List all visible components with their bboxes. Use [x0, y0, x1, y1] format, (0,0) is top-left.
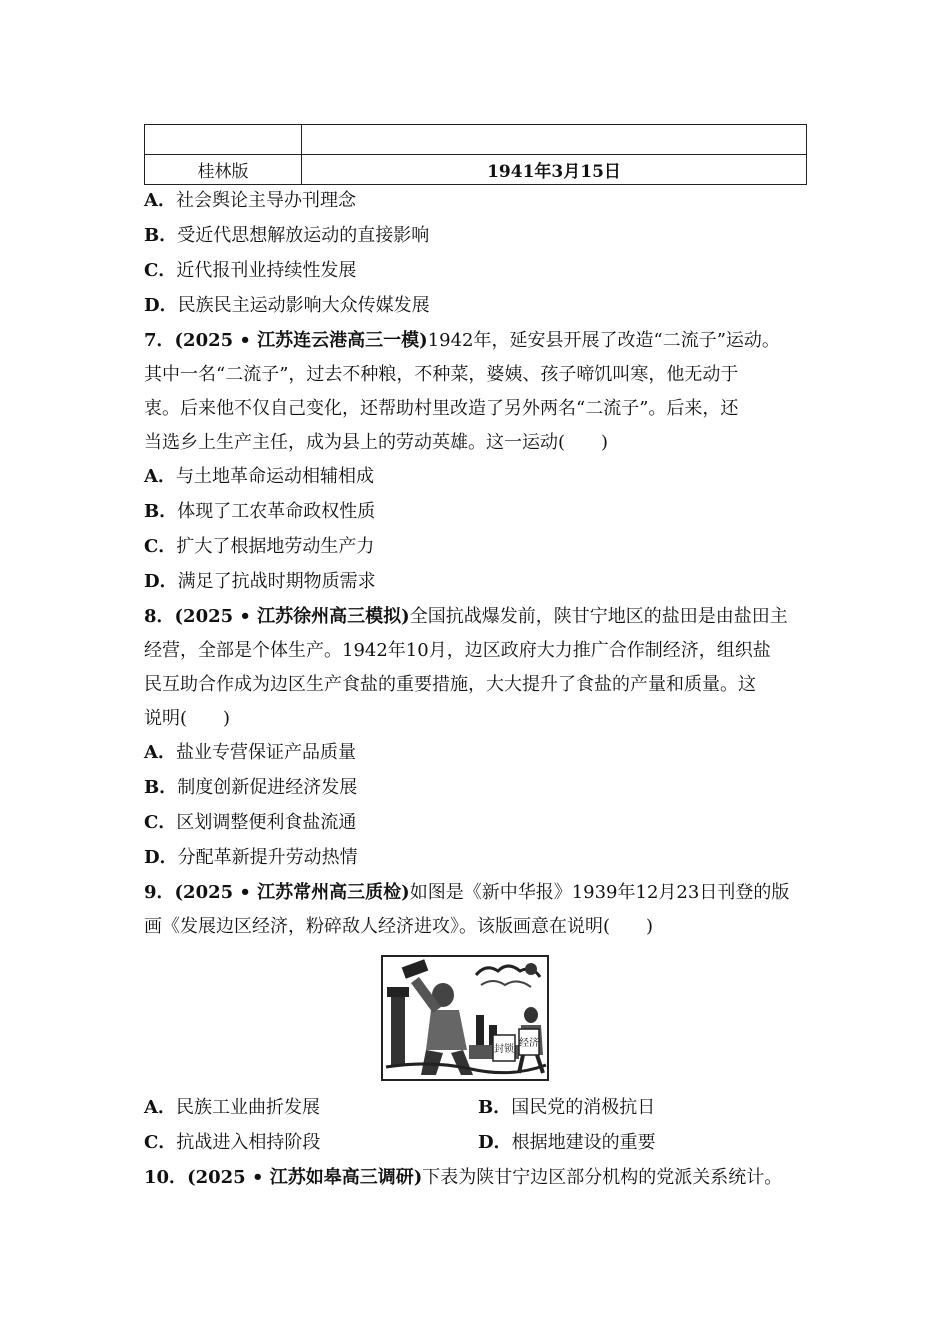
option-text: 满足了抗战时期物质需求 — [177, 571, 376, 592]
option-text: 民族民主运动影响大众传媒发展 — [177, 295, 430, 316]
question-number: 10． — [144, 1167, 188, 1188]
option-letter: C． — [144, 536, 177, 557]
question-number: 9． — [144, 882, 175, 903]
q9-stem-line — [144, 882, 789, 904]
option-text: 盐业专营保证产品质量 — [175, 742, 356, 763]
option-text: 根据地建设的重要 — [511, 1132, 656, 1153]
option-text: 抗战进入相持阶段 — [176, 1132, 321, 1153]
option-letter: B． — [478, 1097, 512, 1118]
option-text: 民族工业曲折发展 — [175, 1097, 320, 1118]
stem-text: 如图是《新中华报》1939年12月23日刊登的版 — [409, 882, 790, 903]
q9-option-d — [478, 1132, 656, 1154]
stem-text: 全国抗战爆发前，陕甘宁地区的盐田是由盐田主 — [409, 606, 788, 627]
q8-option-d — [144, 847, 358, 869]
option-letter: C． — [144, 1132, 177, 1153]
q8-option-a — [144, 742, 356, 764]
question-number: 7． — [144, 330, 175, 351]
date-table — [144, 124, 807, 185]
option-letter: A． — [144, 190, 176, 211]
question-source: (2025 • 江苏常州高三质检) — [174, 882, 410, 903]
q8-option-c — [144, 812, 356, 834]
q8-stem-line — [144, 606, 788, 628]
option-letter: D． — [144, 571, 178, 592]
table-row — [145, 125, 807, 155]
q9-stem-line: 画《发展边区经济，粉碎敌人经济进攻》。该版画意在说明( ) — [144, 916, 654, 937]
option-text: 社会舆论主导办刊理念 — [175, 190, 356, 211]
option-letter: C． — [144, 260, 177, 281]
option-letter: D． — [478, 1132, 512, 1153]
q7-stem-line: 衷。后来他不仅自己变化，还帮助村里改造了另外两名“二流子”。后来，还 — [144, 398, 739, 419]
q7-option-d — [144, 571, 376, 593]
q6-option-a — [144, 190, 356, 212]
table-cell: 桂林版 — [145, 155, 302, 185]
question-number: 8． — [144, 606, 175, 627]
option-letter: B． — [144, 777, 178, 798]
option-letter: A． — [144, 742, 176, 763]
q9-option-c — [144, 1132, 320, 1154]
option-text: 与土地革命运动相辅相成 — [175, 466, 374, 487]
question-source: (2025 • 江苏连云港高三一模) — [174, 330, 428, 351]
q7-stem-line: 其中一名“二流子”，过去不种粮，不种菜，婆姨、孩子啼饥叫寒，他无动于 — [144, 364, 739, 385]
stem-text: 下表为陕甘宁边区部分机构的党派关系统计。 — [422, 1167, 783, 1188]
question-source: (2025 • 江苏徐州高三模拟) — [174, 606, 410, 627]
option-letter: B． — [144, 501, 178, 522]
q8-stem-line: 说明( ) — [144, 708, 231, 729]
q6-option-d — [144, 295, 430, 317]
option-text: 区划调整便利食盐流通 — [176, 812, 357, 833]
q8-stem-line: 民互助合作成为边区生产食盐的重要措施，大大提升了食盐的产量和质量。这 — [144, 674, 756, 695]
option-letter: A． — [144, 466, 176, 487]
q9-option-b — [478, 1097, 655, 1119]
q7-stem-line: 当选乡上生产主任，成为县上的劳动英雄。这一运动( ) — [144, 432, 609, 453]
option-letter: A． — [144, 1097, 176, 1118]
option-text: 体现了工农革命政权性质 — [177, 501, 376, 522]
stem-text: 1942年，延安县开展了改造“二流子”运动。 — [427, 330, 780, 351]
q8-option-b — [144, 777, 357, 799]
option-text: 国民党的消极抗日 — [511, 1097, 656, 1118]
woodcut-illustration — [381, 955, 549, 1081]
table-cell — [302, 125, 807, 155]
q9-option-a — [144, 1097, 320, 1119]
q7-option-c — [144, 536, 374, 558]
option-text: 近代报刊业持续性发展 — [176, 260, 357, 281]
q7-option-a — [144, 466, 374, 488]
q6-option-b — [144, 225, 429, 247]
q7-stem-line — [144, 330, 780, 352]
figure-label-economy: 经济 — [519, 1038, 539, 1049]
option-text: 扩大了根据地劳动生产力 — [176, 536, 375, 557]
option-letter: D． — [144, 847, 178, 868]
option-text: 制度创新促进经济发展 — [177, 777, 358, 798]
question-source: (2025 • 江苏如皋高三调研) — [187, 1167, 423, 1188]
table-cell: 1941年3月15日 — [302, 155, 807, 185]
q8-stem-line: 经营，全部是个体生产。1942年10月，边区政府大力推广合作制经济，组织盐 — [144, 640, 771, 661]
table-row — [145, 155, 807, 185]
option-text: 受近代思想解放运动的直接影响 — [177, 225, 430, 246]
option-letter: C． — [144, 812, 177, 833]
option-text: 分配革新提升劳动热情 — [177, 847, 358, 868]
q7-option-b — [144, 501, 375, 523]
q6-option-c — [144, 260, 356, 282]
option-letter: B． — [144, 225, 178, 246]
q10-stem-line — [144, 1167, 782, 1189]
figure-label-blockade: 封锁 — [494, 1044, 514, 1055]
option-letter: D． — [144, 295, 178, 316]
table-cell — [145, 125, 302, 155]
